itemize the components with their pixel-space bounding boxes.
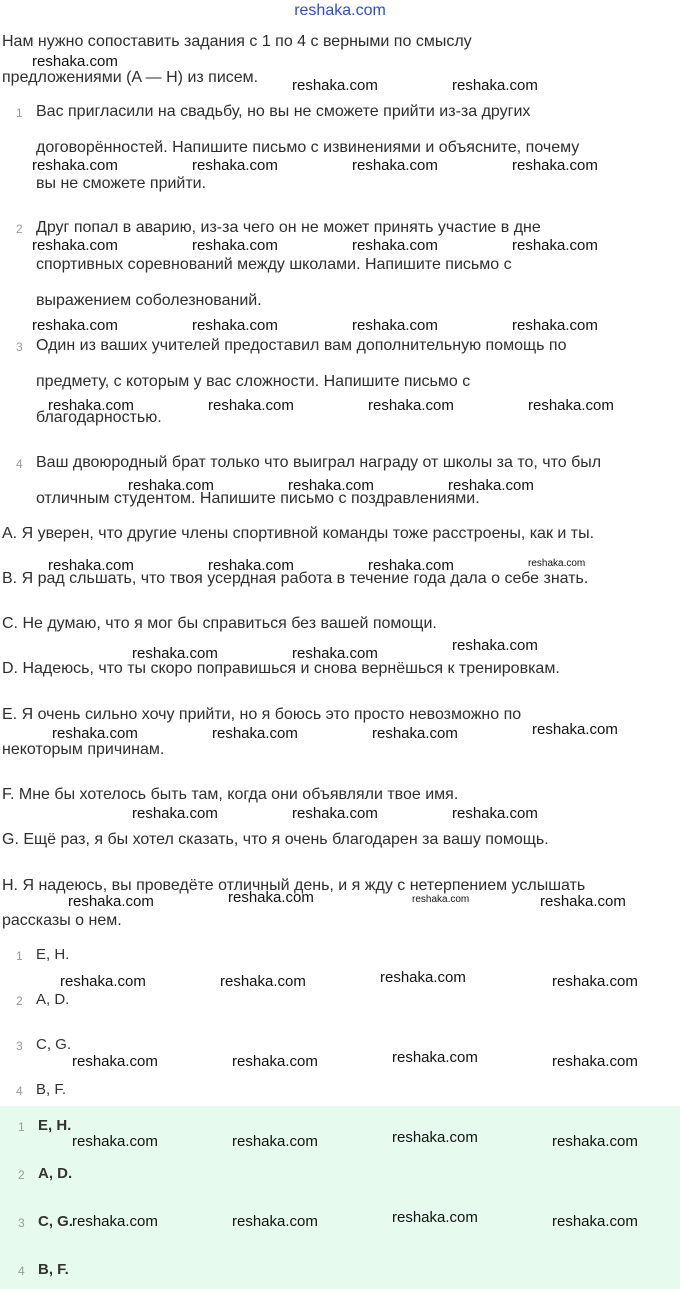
watermark: reshaka.com xyxy=(352,317,438,334)
answer-value: B, F. xyxy=(38,1261,69,1278)
answer-value: E, H. xyxy=(36,946,70,963)
answer-number: 3 xyxy=(16,1039,23,1053)
watermark: reshaka.com xyxy=(52,725,138,742)
option-b: B. Я рад сльшать, что твоя усердная работа в течение года дала о себе знать. xyxy=(2,570,589,587)
watermark: reshaka.com xyxy=(232,1213,318,1230)
watermark: reshaka.com xyxy=(392,1209,478,1226)
watermark: reshaka.com xyxy=(32,317,118,334)
answer-value: B, F. xyxy=(36,1081,67,1098)
watermark: reshaka.com xyxy=(48,397,134,414)
watermark: reshaka.com xyxy=(552,1133,638,1150)
answer-number: 4 xyxy=(18,1264,25,1278)
task-number: 1 xyxy=(16,106,23,120)
watermark: reshaka.com xyxy=(372,725,458,742)
watermark: reshaka.com xyxy=(540,893,626,910)
option-h-line-2: рассказы о нем. xyxy=(2,912,122,929)
watermark: reshaka.com xyxy=(132,805,218,822)
answer-value: C, G. xyxy=(36,1036,72,1053)
watermark: reshaka.com xyxy=(132,645,218,662)
answer-number: 4 xyxy=(16,1084,23,1098)
watermark: reshaka.com xyxy=(228,889,314,906)
answer-value: A, D. xyxy=(36,991,70,1008)
watermark: reshaka.com xyxy=(452,637,538,654)
watermark: reshaka.com xyxy=(412,894,470,905)
answer-number: 1 xyxy=(18,1120,25,1134)
watermark: reshaka.com xyxy=(32,53,118,70)
task-4-line-1: Ваш двоюродный брат только что выиграл награду от школы за то, что был xyxy=(36,454,602,471)
site-title-link[interactable]: reshaka.com xyxy=(294,2,386,19)
option-g: G. Ещё раз, я бы хотел сказать, что я очень благодарен за вашу помощь. xyxy=(2,831,549,848)
watermark: reshaka.com xyxy=(552,973,638,990)
option-f: F. Мне бы хотелось быть там, когда они объявляли твое имя. xyxy=(2,786,459,803)
watermark: reshaka.com xyxy=(72,1133,158,1150)
watermark: reshaka.com xyxy=(68,893,154,910)
watermark: reshaka.com xyxy=(128,477,214,494)
task-1-line-2: договорённостей. Напишите письмо с извинениями и объясните, почему xyxy=(36,139,580,156)
watermark: reshaka.com xyxy=(48,557,134,574)
watermark: reshaka.com xyxy=(512,237,598,254)
watermark: reshaka.com xyxy=(72,1213,158,1230)
watermark: reshaka.com xyxy=(352,157,438,174)
task-number: 4 xyxy=(16,457,23,471)
answer-number: 1 xyxy=(16,949,23,963)
watermark: reshaka.com xyxy=(232,1133,318,1150)
option-c: C. Не думаю, что я мог бы справиться без вашей помощи. xyxy=(2,615,437,632)
watermark: reshaka.com xyxy=(552,1213,638,1230)
watermark: reshaka.com xyxy=(552,1053,638,1070)
watermark: reshaka.com xyxy=(528,397,614,414)
watermark: reshaka.com xyxy=(32,237,118,254)
watermark: reshaka.com xyxy=(368,397,454,414)
watermark: reshaka.com xyxy=(32,157,118,174)
option-d: D. Надеюсь, что ты скоро поправишься и снова вернёшься к тренировкам. xyxy=(2,660,560,677)
watermark: reshaka.com xyxy=(192,317,278,334)
task-4-line-2: отличным студентом. Напишите письмо с поздравлениями. xyxy=(36,490,480,507)
watermark: reshaka.com xyxy=(208,397,294,414)
watermark: reshaka.com xyxy=(292,77,378,94)
watermark: reshaka.com xyxy=(220,973,306,990)
intro-line-1: Нам нужно сопоставить задания с 1 по 4 с верными по смыслу xyxy=(2,33,472,50)
watermark: reshaka.com xyxy=(380,969,466,986)
intro-line-2: предложениями (A — H) из писем. xyxy=(2,69,259,86)
watermark: reshaka.com xyxy=(528,558,586,569)
watermark: reshaka.com xyxy=(368,557,454,574)
task-1-line-1: Вас пригласили на свадьбу, но вы не сможете прийти из-за других xyxy=(36,103,531,120)
watermark: reshaka.com xyxy=(512,317,598,334)
watermark: reshaka.com xyxy=(392,1129,478,1146)
answer-number: 2 xyxy=(16,994,23,1008)
task-number: 3 xyxy=(16,340,23,354)
watermark: reshaka.com xyxy=(448,477,534,494)
task-2-line-3: выражением соболезнований. xyxy=(36,292,262,309)
task-3-line-1: Один из ваших учителей предоставил вам дополнительную помощь по xyxy=(36,337,567,354)
task-number: 2 xyxy=(16,222,23,236)
answer-value: C, G. xyxy=(38,1213,74,1230)
watermark: reshaka.com xyxy=(212,725,298,742)
task-1-line-3: вы не сможете прийти. xyxy=(36,175,207,192)
watermark: reshaka.com xyxy=(392,1049,478,1066)
watermark: reshaka.com xyxy=(292,645,378,662)
option-e-line-1: E. Я очень сильно хочу прийти, но я боюсь это просто невозможно по xyxy=(2,706,522,723)
watermark: reshaka.com xyxy=(452,77,538,94)
watermark: reshaka.com xyxy=(452,805,538,822)
answer-number: 2 xyxy=(18,1168,25,1182)
option-e-line-2: некоторым причинам. xyxy=(2,741,165,758)
watermark: reshaka.com xyxy=(532,721,618,738)
task-3-line-3: благодарностью. xyxy=(36,409,162,426)
watermark: reshaka.com xyxy=(192,157,278,174)
option-a: A. Я уверен, что другие члены спортивной команды тоже расстроены, как и ты. xyxy=(2,525,595,542)
watermark: reshaka.com xyxy=(60,973,146,990)
answer-value: A, D. xyxy=(38,1165,73,1182)
task-2-line-2: спортивных соревнований между школами. Напишите письмо с xyxy=(36,256,512,273)
watermark: reshaka.com xyxy=(232,1053,318,1070)
watermark: reshaka.com xyxy=(512,157,598,174)
answer-number: 3 xyxy=(18,1216,25,1230)
watermark: reshaka.com xyxy=(208,557,294,574)
watermark: reshaka.com xyxy=(352,237,438,254)
watermark: reshaka.com xyxy=(292,805,378,822)
watermark: reshaka.com xyxy=(288,477,374,494)
task-3-line-2: предмету, с которым у вас сложности. Напишите письмо с xyxy=(36,373,471,390)
watermark: reshaka.com xyxy=(72,1053,158,1070)
answer-value: E, H. xyxy=(38,1117,72,1134)
task-2-line-1: Друг попал в аварию, из-за чего он не может принять участие в дне xyxy=(36,219,541,236)
option-h-line-1: H. Я надеюсь, вы проведёте отличный день, и я жду с нетерпением услышать xyxy=(2,877,586,894)
watermark: reshaka.com xyxy=(192,237,278,254)
